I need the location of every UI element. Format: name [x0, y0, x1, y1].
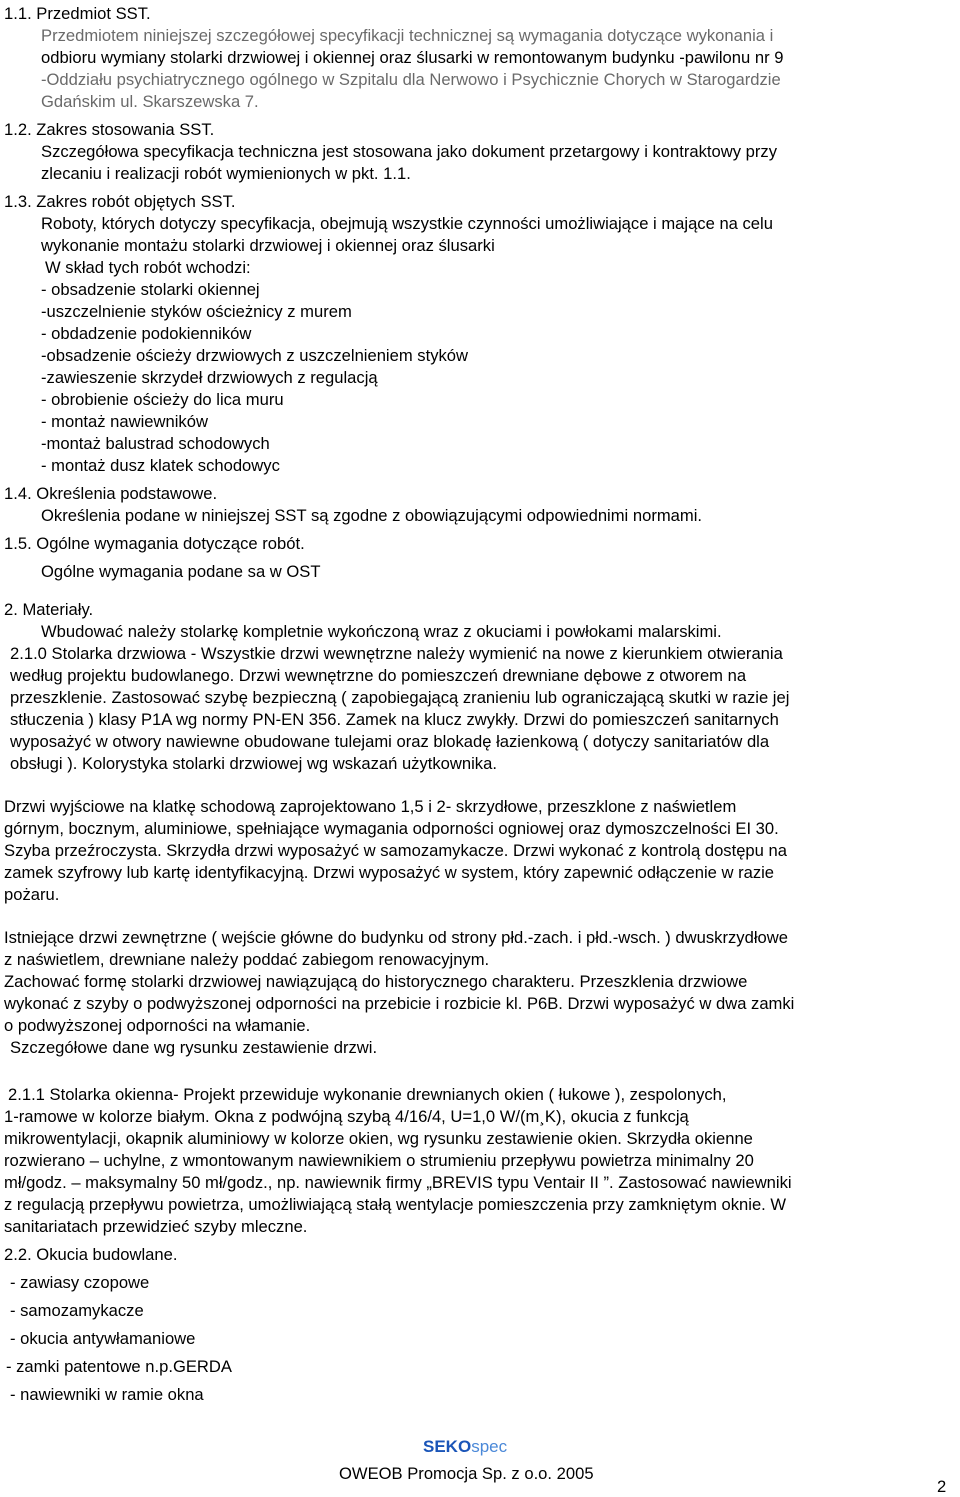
text-line: 2.1.1 Stolarka okienna- Projekt przewiduje wykonanie drewnianych okien ( łukowe ), zespolonych, — [8, 1085, 727, 1104]
text-line: 1.1. Przedmiot SST. — [4, 4, 151, 23]
text-line: Wbudować należy stolarkę kompletnie wykończoną wraz z okuciami i powłokami malarskimi. — [41, 622, 722, 641]
text-line: zlecaniu i realizacji robót wymienionych w pkt. 1.1. — [41, 164, 411, 183]
text-line: z regulacją przepływu powietrza, umożliwiającą stałą wentylacje pomieszczenia przy zamkniętym oknie. W — [4, 1195, 787, 1214]
text-line: Gdańskim ul. Skarszewska 7. — [41, 92, 259, 111]
text-line: -Oddziału psychiatrycznego ogólnego w Szpitalu dla Nerwowo i Psychicznie Chorych w Starogardzie — [41, 70, 781, 89]
text-line: 2. Materiały. — [4, 600, 94, 619]
text-line: Przedmiotem niniejszej szczegółowej specyfikacji technicznej są wymagania dotyczące wykonania i — [41, 26, 774, 45]
text-line: mł/godz. – maksymalny 50 mł/godz., np. nawiewnik firmy „BREVIS typu Ventair II ”. Zastosować nawiewniki — [4, 1173, 792, 1192]
text-line: - okucia antywłamaniowe — [10, 1329, 196, 1348]
text-line: W skład tych robót wchodzi: — [45, 258, 251, 277]
text-line: z naświetlem, drewniane należy poddać zabiegom renowacyjnym. — [4, 950, 490, 969]
text-line: odbioru wymiany stolarki drzwiowej i okiennej oraz ślusarki w remontowanym budynku -pawilonu nr 9 — [41, 48, 784, 67]
text-line: wyposażyć w otwory nawiewne obudowane tulejami oraz blokadę łazienkową ( dotyczy sanitariatów dla — [10, 732, 770, 751]
text-line: przeszklenie. Zastosować szybę bezpieczną ( zapobiegającą zranieniu lub ograniczającą skutki w razie jej — [10, 688, 790, 707]
footer-brand-seko: SEKO — [423, 1437, 472, 1456]
text-line: rozwierano – uchylne, z wmontowanym nawiewnikiem o strumieniu przepływu powietrza minimalny 20 — [4, 1151, 754, 1170]
text-line: Szczegółowa specyfikacja techniczna jest stosowana jako dokument przetargowy i kontraktowy przy — [41, 142, 778, 161]
text-line: wykonać z szyby o podwyższonej odporności na przebicie i rozbicie kl. P6B. Drzwi wyposażyć w dwa zamki — [4, 994, 795, 1013]
footer-logo — [423, 1437, 507, 1457]
text-line: - montaż dusz klatek schodowyc — [41, 456, 280, 475]
text-line: -zawieszenie skrzydeł drzwiowych z regulacją — [41, 368, 378, 387]
text-line: o podwyższonej odporności na włamanie. — [4, 1016, 311, 1035]
text-line: - obrobienie ościeży do lica muru — [41, 390, 284, 409]
text-line: - obsadzenie stolarki okiennej — [41, 280, 260, 299]
text-line: 1.4. Określenia podstawowe. — [4, 484, 218, 503]
text-line: Szyba przeźroczysta. Skrzydła drzwi wyposażyć w samozamykacze. Drzwi wykonać z kontrolą dostępu na — [4, 841, 787, 860]
text-line: - obdadzenie podokienników — [41, 324, 252, 343]
text-line: mikrowentylacji, okapnik aluminiowy w kolorze okien, wg rysunku zestawienie okien. Skrzydła okienne — [4, 1129, 753, 1148]
text-line: 2.1.0 Stolarka drzwiowa - Wszystkie drzwi wewnętrzne należy wymienić na nowe z kierunkiem otwierania — [10, 644, 783, 663]
page-number: 2 — [937, 1477, 947, 1496]
text-line: Zachować formę stolarki drzwiowej nawiązującą do historycznego charakteru. Przeszklenia drzwiowe — [4, 972, 748, 991]
footer-brand-spec: spec — [471, 1437, 508, 1456]
text-line: -uszczelnienie styków ościeżnicy z murem — [41, 302, 352, 321]
text-line: -montaż balustrad schodowych — [41, 434, 270, 453]
text-line: -obsadzenie ościeży drzwiowych z uszczelnieniem styków — [41, 346, 468, 365]
text-line: Określenia podane w niniejszej SST są zgodne z obowiązującymi odpowiednimi normami. — [41, 506, 703, 525]
text-line: Ogólne wymagania podane sa w OST — [41, 562, 321, 581]
text-line: - zamki patentowe n.p.GERDA — [6, 1357, 232, 1376]
text-line: 2.2. Okucia budowlane. — [4, 1245, 178, 1264]
text-line: górnym, bocznym, aluminiowe, spełniające wymagania odporności ogniowej oraz dymoszczelności EI 30. — [4, 819, 779, 838]
text-line: - zawiasy czopowe — [10, 1273, 150, 1292]
text-line: Drzwi wyjściowe na klatkę schodową zaprojektowano 1,5 i 2- skrzydłowe, przeszklone z naświetlem — [4, 797, 737, 816]
text-line: Istniejące drzwi zewnętrzne ( wejście główne do budynku od strony płd.-zach. i płd.-wsch. ) dwuskrzydłowe — [4, 928, 788, 947]
text-line: stłuczenia ) klasy P1A wg normy PN-EN 356. Zamek na klucz zwykły. Drzwi do pomieszczeń sanitarnych — [10, 710, 779, 729]
text-line: - montaż nawiewników — [41, 412, 208, 431]
text-line: Roboty, których dotyczy specyfikacja, obejmują wszystkie czynności umożliwiające i mające na celu — [41, 214, 773, 233]
text-line: wykonanie montażu stolarki drzwiowej i okiennej oraz ślusarki — [41, 236, 495, 255]
text-line: - samozamykacze — [10, 1301, 144, 1320]
text-line: pożaru. — [4, 885, 60, 904]
text-line: sanitariatach przewidzieć szyby mleczne. — [4, 1217, 308, 1236]
text-line: 1-ramowe w kolorze białym. Okna z podwójną szybą 4/16/4, U=1,0 W/(m¸K), okucia z funkcją — [4, 1107, 689, 1126]
text-line: według projektu budowlanego. Drzwi wewnętrzne do pomieszczeń drewniane dębowe z otworem na — [10, 666, 747, 685]
text-line: 1.2. Zakres stosowania SST. — [4, 120, 215, 139]
text-line: zamek szyfrowy lub kartę identyfikacyjną. Drzwi wyposażyć w system, który zapewnić odłączenie w razie — [4, 863, 775, 882]
text-line: 1.5. Ogólne wymagania dotyczące robót. — [4, 534, 305, 553]
text-line: obsługi ). Kolorystyka stolarki drzwiowej wg wskazań użytkownika. — [10, 754, 497, 773]
text-line: - nawiewniki w ramie okna — [10, 1385, 204, 1404]
text-line: 1.3. Zakres robót objętych SST. — [4, 192, 236, 211]
text-line: Szczegółowe dane wg rysunku zestawienie drzwi. — [10, 1038, 378, 1057]
footer-text: OWEOB Promocja Sp. z o.o. 2005 — [339, 1464, 594, 1483]
